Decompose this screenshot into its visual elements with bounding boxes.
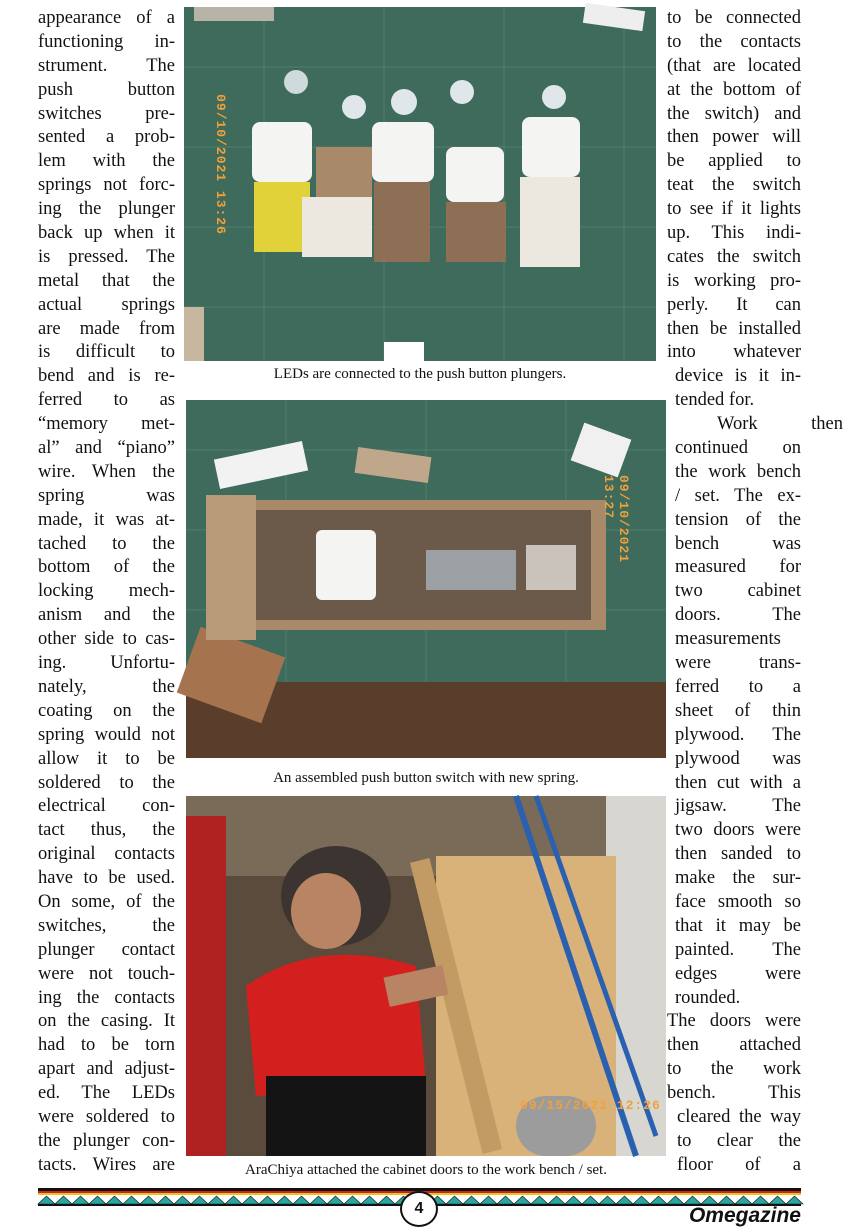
text-line: nately, the [38,676,175,697]
text-line: make the sur- [675,868,801,889]
footer-triangle [55,1196,72,1204]
text-line: two cabinet [675,581,801,602]
text-line: anism and the [38,605,175,626]
text-line: floor of a [677,1154,801,1175]
footer-triangle [684,1196,701,1204]
footer-triangle [344,1196,361,1204]
text-line: on the casing. It [38,1011,175,1032]
text-line: coating on the [38,700,175,721]
text-line: appearance of a [38,8,175,28]
photo-leds-plungers [184,7,656,361]
text-line: face smooth so [675,891,801,912]
text-line: to be connected [667,8,801,28]
text-line: bench. This [667,1083,801,1104]
text-line: Work then [717,414,843,435]
footer-triangle [327,1196,344,1204]
footer-triangle [616,1196,633,1204]
text-line: tension of the [675,509,801,530]
text-line: tended for. [675,390,755,411]
footer-triangle [242,1196,259,1204]
photo-leds-illustration [184,7,656,361]
text-line: cates the switch [667,246,801,267]
photo-date-stamp: 09/10/2021 13:26 [212,94,228,235]
text-line: were trans- [675,653,801,674]
footer-triangle [633,1196,650,1204]
photo-switch-illustration [186,400,666,758]
text-line: The doors were [667,1011,801,1032]
footer-triangle [786,1196,803,1204]
text-line: functioning in- [38,31,175,52]
photo-date-stamp: 09/10/2021 13:27 [601,475,631,564]
footer-triangle [259,1196,276,1204]
text-line: actual springs [38,294,175,315]
text-line: (that are located [667,55,801,76]
text-line: jigsaw. The [675,796,801,817]
text-line: ing. Unfortu- [38,653,175,674]
footer-triangle [548,1196,565,1204]
footer-triangle [140,1196,157,1204]
text-line: On some, of the [38,891,175,912]
text-line: plywood. The [675,724,801,745]
footer-triangle [310,1196,327,1204]
text-line: back up when it [38,223,175,244]
photo-caption: AraChiya attached the cabinet doors to the work bench / set. [245,1162,607,1178]
page-number: 4 [400,1191,438,1227]
footer-triangle [650,1196,667,1204]
text-line: metal that the [38,270,175,291]
footer-triangle [480,1196,497,1204]
footer-triangle [378,1196,395,1204]
footer-triangle [191,1196,208,1204]
footer-triangle [701,1196,718,1204]
text-line: push button [38,79,175,100]
text-line: up. This indi- [667,223,801,244]
text-line: continued on [675,438,801,459]
text-line: have to be used. [38,868,175,889]
text-line: tacts. Wires are [38,1154,175,1175]
text-line: electrical con- [38,796,175,817]
text-line: tact thus, the [38,820,175,841]
text-line: the switch) and [667,103,801,124]
photo-assembled-switch [186,400,666,758]
text-line: sheet of thin [675,700,801,721]
text-line: then attached [667,1035,801,1056]
text-line: are made from [38,318,175,339]
text-line: / set. The ex- [675,485,801,506]
footer-triangle [769,1196,786,1204]
text-line: ed. The LEDs [38,1083,175,1104]
text-line: soldered to the [38,772,175,793]
text-line: is difficult to [38,342,175,363]
text-line: into whatever [667,342,801,363]
text-line: cleared the way [677,1106,801,1127]
text-line: to clear the [677,1130,801,1151]
footer-triangle [565,1196,582,1204]
footer-triangle [89,1196,106,1204]
text-line: is working pro- [667,270,801,291]
text-line: springs not forc- [38,175,175,196]
text-line: plunger contact [38,939,175,960]
text-line: rounded. [675,987,741,1008]
footer-triangle [752,1196,769,1204]
footer-triangle [497,1196,514,1204]
text-line: other side to cas- [38,629,175,650]
text-line: to the work [667,1059,801,1080]
footer-triangle [208,1196,225,1204]
text-line: to see if it lights [667,199,801,220]
footer-triangle [735,1196,752,1204]
text-line: is pressed. The [38,246,175,267]
footer-triangle [718,1196,735,1204]
right-text-column [667,7,843,1178]
text-line: were soldered to [38,1106,175,1127]
text-line: switches pre- [38,103,175,124]
text-line: al” and “piano” [38,438,175,459]
text-line: lem with the [38,151,175,172]
text-line: two doors were [675,820,801,841]
footer-triangle [225,1196,242,1204]
footer-triangle [582,1196,599,1204]
text-line: painted. The [675,939,801,960]
text-line: locking mech- [38,581,175,602]
footer-triangle [514,1196,531,1204]
text-line: then power will [667,127,801,148]
text-line: sented a prob- [38,127,175,148]
text-line: the plunger con- [38,1130,175,1151]
footer-triangle [446,1196,463,1204]
text-line: that it may be [675,915,801,936]
footer-triangle [174,1196,191,1204]
text-line: then sanded to [675,844,801,865]
text-line: ing the contacts [38,987,175,1008]
text-line: ing the plunger [38,199,175,220]
text-line: be applied to [667,151,801,172]
footer-triangle [667,1196,684,1204]
text-line: the work bench [675,461,801,482]
footer-triangle [361,1196,378,1204]
text-line: original contacts [38,844,175,865]
footer-triangle [157,1196,174,1204]
text-line: doors. The [675,605,801,626]
text-line: perly. It can [667,294,801,315]
text-line: had to be torn [38,1035,175,1056]
text-line: ferred to a [675,676,801,697]
footer-triangle [72,1196,89,1204]
text-line: to the contacts [667,31,801,52]
footer-triangle [599,1196,616,1204]
text-line: “memory met- [38,414,175,435]
text-line: were not touch- [38,963,175,984]
text-line: then cut with a [675,772,801,793]
footer-triangle [276,1196,293,1204]
text-line: switches, the [38,915,175,936]
text-line: spring was [38,485,175,506]
footer-triangle [293,1196,310,1204]
text-line: strument. The [38,55,175,76]
text-line: then be installed [667,318,801,339]
text-line: wire. When the [38,461,175,482]
photo-caption: An assembled push button switch with new spring. [273,770,579,786]
text-line: measurements [675,629,781,650]
text-line: bench was [675,533,801,554]
photo-date-stamp: 09/15/2021 12:26 [520,1098,661,1113]
footer-triangle [38,1196,55,1204]
text-line: device is it in- [675,366,801,387]
footer-triangle [531,1196,548,1204]
text-line: spring would not [38,724,175,745]
photo-work-bench [186,796,666,1156]
text-line: plywood was [675,748,801,769]
text-line: teat the switch [667,175,801,196]
text-line: edges were [675,963,801,984]
brand-logo: Omegazine [688,1204,801,1227]
text-line: made, it was at- [38,509,175,530]
text-line: ferred to as [38,390,175,411]
footer-triangle [106,1196,123,1204]
text-line: bottom of the [38,557,175,578]
text-line: tached to the [38,533,175,554]
text-line: at the bottom of [667,79,801,100]
text-line: measured for [675,557,801,578]
left-text-column [38,7,175,1178]
footer-triangle [463,1196,480,1204]
text-line: apart and adjust- [38,1059,175,1080]
footer-triangle [123,1196,140,1204]
text-line: allow it to be [38,748,175,769]
text-line: bend and is re- [38,366,175,387]
photo-caption: LEDs are connected to the push button plungers. [273,366,567,382]
